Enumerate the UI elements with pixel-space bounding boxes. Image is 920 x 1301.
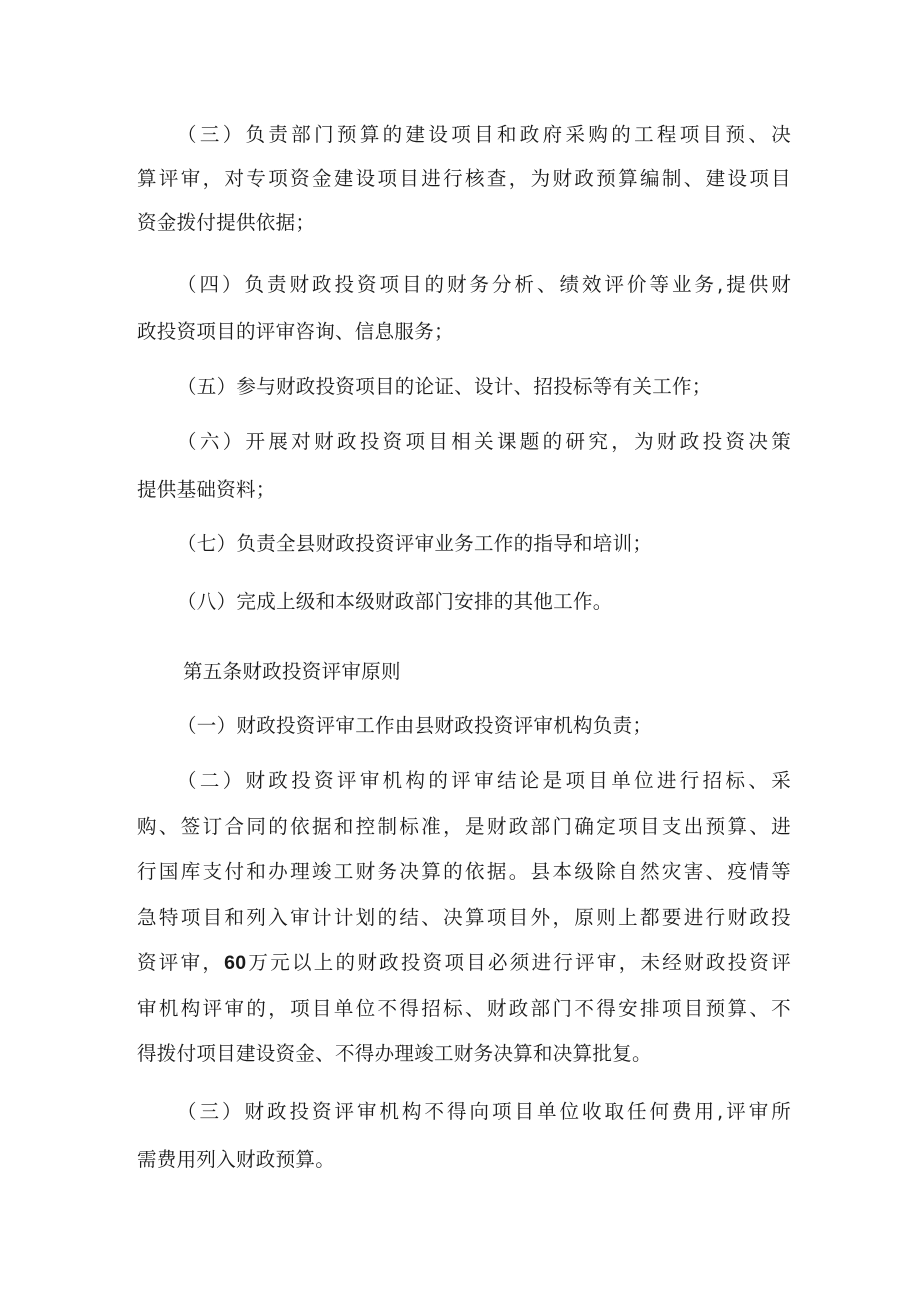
paragraph-principle-3-line-1: （三）财政投资评审机构不得向项目单位收取任何费用,评审所 xyxy=(177,1100,791,1123)
paragraph-principle-2-line-7: 得拨付项目建设资金、不得办理竣工财务决算和决算批复。 xyxy=(137,1042,652,1065)
paragraph-principle-2-line-4: 急特项目和列入审计计划的结、决算项目外，原则上都要进行财政投 xyxy=(137,906,791,929)
paragraph-item-6-line-2: 提供基础资料； xyxy=(137,478,276,501)
paragraph-principle-2-line-1: （二）财政投资评审机构的评审结论是项目单位进行招标、采 xyxy=(177,769,791,792)
paragraph-item-6-line-1: （六）开展对财政投资项目相关课题的研究，为财政投资决策 xyxy=(177,430,791,453)
paragraph-item-3-line-1: （三）负责部门预算的建设项目和政府采购的工程项目预、决 xyxy=(177,123,791,146)
amount-number: 60 xyxy=(224,952,247,974)
paragraph-item-7: （七）负责全县财政投资评审业务工作的指导和培训； xyxy=(177,532,653,555)
paragraph-principle-2-line-3: 行国库支付和办理竣工财务决算的依据。县本级除自然灾害、疫情等 xyxy=(137,860,791,883)
paragraph-item-8: （八）完成上级和本级财政部门安排的其他工作。 xyxy=(177,590,613,613)
paragraph-item-3-line-2: 算评审，对专项资金建设项目进行核查，为财政预算编制、建设项目 xyxy=(137,167,791,190)
paragraph-principle-1: （一）财政投资评审工作由县财政投资评审机构负责； xyxy=(177,714,653,737)
paragraph-principle-2-line-2: 购、签订合同的依据和控制标准，是财政部门确定项目支出预算、进 xyxy=(137,815,791,838)
paragraph-item-5: （五）参与财政投资项目的论证、设计、招投标等有关工作； xyxy=(177,375,712,398)
paragraph-principle-3-line-2: 需费用列入财政预算。 xyxy=(137,1148,336,1171)
paragraph-principle-2-line-6: 审机构评审的，项目单位不得招标、财政部门不得安排项目预算、不 xyxy=(137,997,791,1020)
text-segment: 万元以上的财政投资项目必须进行评审，未经财政投资评 xyxy=(246,951,791,974)
paragraph-item-4-line-1: （四）负责财政投资项目的财务分析、绩效评价等业务,提供财 xyxy=(177,273,791,296)
paragraph-item-4-line-2: 政投资项目的评审咨询、信息服务； xyxy=(137,320,454,343)
paragraph-principle-2-line-5 xyxy=(137,951,791,975)
article-5-heading: 第五条财政投资评审原则 xyxy=(183,660,401,683)
text-segment: 资评审， xyxy=(137,951,225,974)
paragraph-item-3-line-3: 资金拨付提供依据； xyxy=(137,211,316,234)
